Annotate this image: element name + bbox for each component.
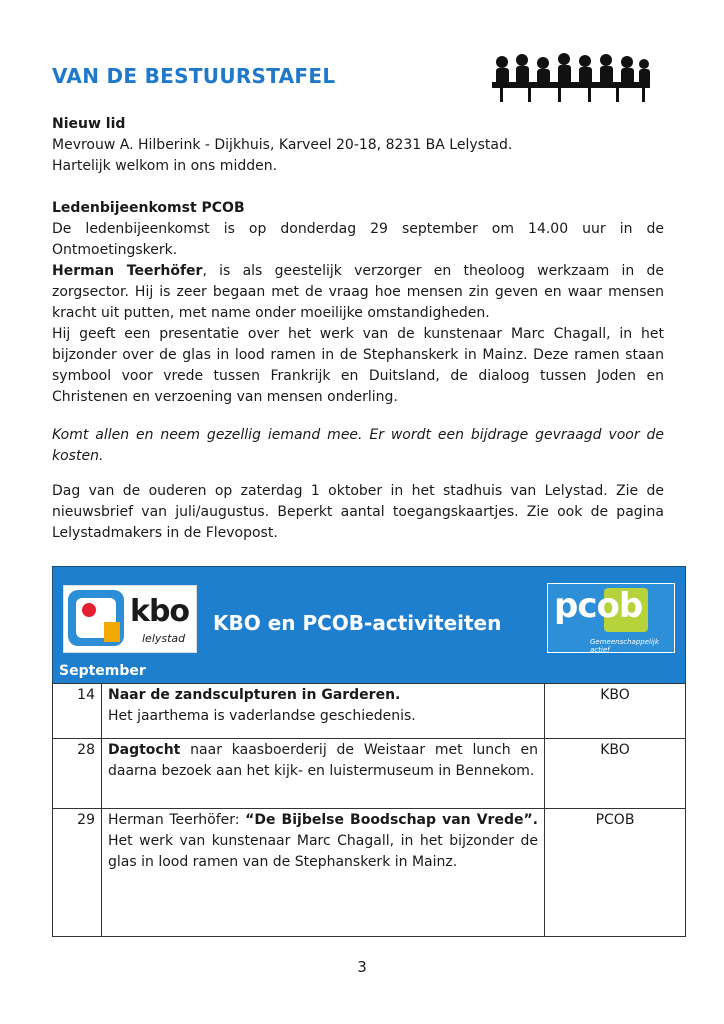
activities-banner xyxy=(52,566,686,684)
kbo-logo-subtitle: lelystad xyxy=(142,632,186,645)
speaker-name: Herman Teerhöfer xyxy=(52,263,203,279)
activity-description xyxy=(102,739,545,809)
activities-table xyxy=(52,683,686,937)
meeting-silhouette-image xyxy=(488,48,654,104)
banner-title: KBO en PCOB-activiteiten xyxy=(213,611,502,635)
activity-title: Naar de zandsculpturen in Garderen. xyxy=(108,687,401,703)
pcob-logo-text: pcob xyxy=(554,586,643,626)
activity-organizer: KBO xyxy=(545,684,686,739)
kbo-logo-text: kbo xyxy=(130,594,190,629)
meeting-section xyxy=(52,198,664,408)
activity-text: naar kaasboerderij de Weistaar met lunch en daarna bezoek aan het kijk- en luistermuseum in Bennekom. xyxy=(108,742,538,779)
meeting-date-paragraph: De ledenbijeenkomst is op donderdag 29 september om 14.00 uur in de Ontmoetingskerk. xyxy=(52,221,664,258)
kbo-logo xyxy=(63,585,197,653)
meeting-heading: Ledenbijeenkomst PCOB xyxy=(52,200,245,216)
activity-day: 28 xyxy=(53,739,102,809)
activity-text: Het jaarthema is vaderlandse geschiedenis. xyxy=(108,708,416,724)
table-row xyxy=(53,739,686,809)
activity-day: 14 xyxy=(53,684,102,739)
new-member-heading: Nieuw lid xyxy=(52,116,126,132)
activity-organizer: KBO xyxy=(545,739,686,809)
activity-title: Dagtocht xyxy=(108,742,181,758)
activity-organizer: PCOB xyxy=(545,809,686,937)
new-member-welcome: Hartelijk welkom in ons midden. xyxy=(52,158,278,174)
activity-text: Het werk van kunstenaar Marc Chagall, in het bijzonder de glas in lood ramen van de Stephanskerk in Mainz. xyxy=(108,833,538,870)
table-row xyxy=(53,809,686,937)
page-number: 3 xyxy=(357,958,367,976)
speaker-description: , is als geestelijk verzorger en theoloog werkzaam in de zorgsector. Hij is zeer begaan met de vraag hoe mensen zin geven en waar mensen kracht uit putten, met name onder moeilijke omstandigheden. xyxy=(52,263,664,321)
activity-title: “De Bijbelse Boodschap van Vrede”. xyxy=(245,812,538,828)
new-member-section xyxy=(52,114,664,177)
pcob-logo xyxy=(547,583,675,653)
presentation-paragraph: Hij geeft een presentatie over het werk van de kunstenaar Marc Chagall, in het bijzonder over de glas in lood ramen in de Stephanskerk in Mainz. Deze ramen staan symbool voor vrede tussen Frankrijk en Duitsland, de dialoog tussen Joden en Christenen en verzoening van mensen onderling. xyxy=(52,326,664,405)
activity-prefix: Herman Teerhöfer: xyxy=(108,812,246,828)
speaker-paragraph xyxy=(52,261,664,324)
new-member-address: Mevrouw A. Hilberink - Dijkhuis, Karveel 20-18, 8231 BA Lelystad. xyxy=(52,137,513,153)
activity-description xyxy=(102,809,545,937)
invite-paragraph: Komt allen en neem gezellig iemand mee. Er wordt een bijdrage gevraagd voor de kosten. xyxy=(52,427,664,464)
activity-description xyxy=(102,684,545,739)
table-row xyxy=(53,684,686,739)
elderly-day-paragraph: Dag van de ouderen op zaterdag 1 oktober in het stadhuis van Lelystad. Zie de nieuwsbrief van juli/augustus. Beperkt aantal toegangskaartjes. Zie ook de pagina Lelystadmakers in de Flevopost. xyxy=(52,483,664,541)
month-label: September xyxy=(59,663,146,679)
page-title: VAN DE BESTUURSTAFEL xyxy=(52,64,336,88)
kbo-logo-mark-icon xyxy=(68,590,124,646)
pcob-logo-tagline: Gemeenschappelijk actief xyxy=(590,638,659,654)
activity-day: 29 xyxy=(53,809,102,937)
